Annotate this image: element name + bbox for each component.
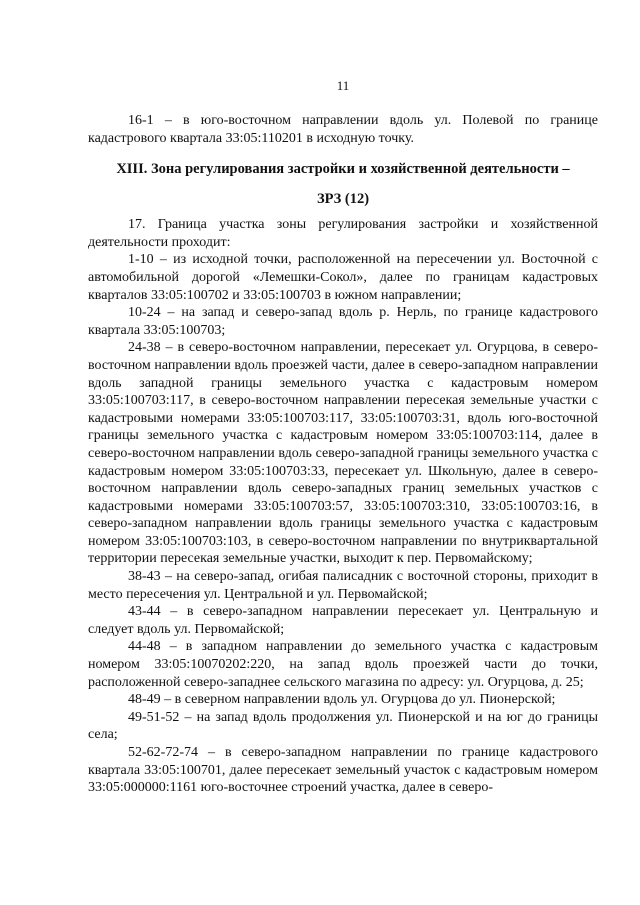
- paragraph-44-48: 44-48 – в западном направлении до земельного участка с кадастровым номером 33:05:10070202:220, на запад вдоль проезжей части до точки, расположенной северо-западнее сельского магазина по адресу: ул. Огурцова, д. 25;: [88, 639, 598, 690]
- paragraph-52-62-72-74: 52-62-72-74 – в северо-западном направлении по границе кадастрового квартала 33:05:100701, далее пересекает земельный участок с кадастровым номером 33:05:000000:1161 юго-восточнее строений участка, далее в северо-: [88, 745, 598, 796]
- document-page: [88, 78, 598, 797]
- paragraph-38-43: 38-43 – на северо-запад, огибая палисадник с восточной стороны, приходит в место пересечения ул. Центральной и ул. Первомайской;: [88, 569, 598, 602]
- paragraph-49-51-52: 49-51-52 – на запад вдоль продолжения ул. Пионерской и на юг до границы села;: [88, 709, 598, 743]
- paragraph-48-49: 48-49 – в северном направлении вдоль ул. Огурцова до ул. Пионерской;: [128, 692, 556, 708]
- section-heading: XIII. Зона регулирования застройки и хозяйственной деятельности –: [116, 161, 570, 178]
- section-heading-zone-code: ЗРЗ (12): [316, 191, 370, 208]
- paragraph-1-10: 1-10 – из исходной точки, расположенной на пересечении ул. Восточной с автомобильной дорогой «Лемешки-Сокол», далее по границам кадастровых кварталов 33:05:100702 и 33:05:100703 в южном направлении;: [88, 252, 598, 303]
- paragraph-43-44: 43-44 – в северо-западном направлении пересекает ул. Центральную и следует вдоль ул. Первомайской;: [88, 604, 598, 637]
- paragraph-17: 17. Граница участка зоны регулирования застройки и хозяйственной деятельности проходит:: [88, 217, 598, 250]
- paragraph-16-1: 16-1 – в юго-восточном направлении вдоль ул. Полевой по границе кадастрового квартала 33:05:110201 в исходную точку.: [88, 113, 598, 146]
- paragraph-24-38: 24-38 – в северо-восточном направлении, пересекает ул. Огурцова, в северо-восточном направлении вдоль проезжей части, далее в северо-западном направлении вдоль западной границы земельного участка с кадастровым номером 33:05:100703:117, в северо-восточном направлении пересекая земельные участки с кадастровыми номерами 33:05:100703:117, 33:05:100703:31, вдоль юго-восточной границы земельного участка с кадастровым номером 33:05:100703:114, далее в северо-восточном направлении вдоль северо-западной границы земельного участка с кадастровым номером 33:05:100703:33, пересекает ул. Школьную, далее в северо-восточном направлении вдоль северо-западных границ земельных участков с кадастровыми номерами 33:05:100703:57, 33:05:100703:310, 33:05:100703:16, в северо-западном направлении вдоль границы земельного участка с кадастровым номером 33:05:100703:103, в северо-восточном направлении по внутриквартальной территории пересекая земельные участки, выходит к пер. Первомайскому;: [88, 340, 598, 567]
- paragraph-10-24: 10-24 – на запад и северо-запад вдоль р. Нерль, по границе кадастрового квартала 33:05:100703;: [88, 305, 598, 338]
- page-number: 11: [336, 78, 350, 93]
